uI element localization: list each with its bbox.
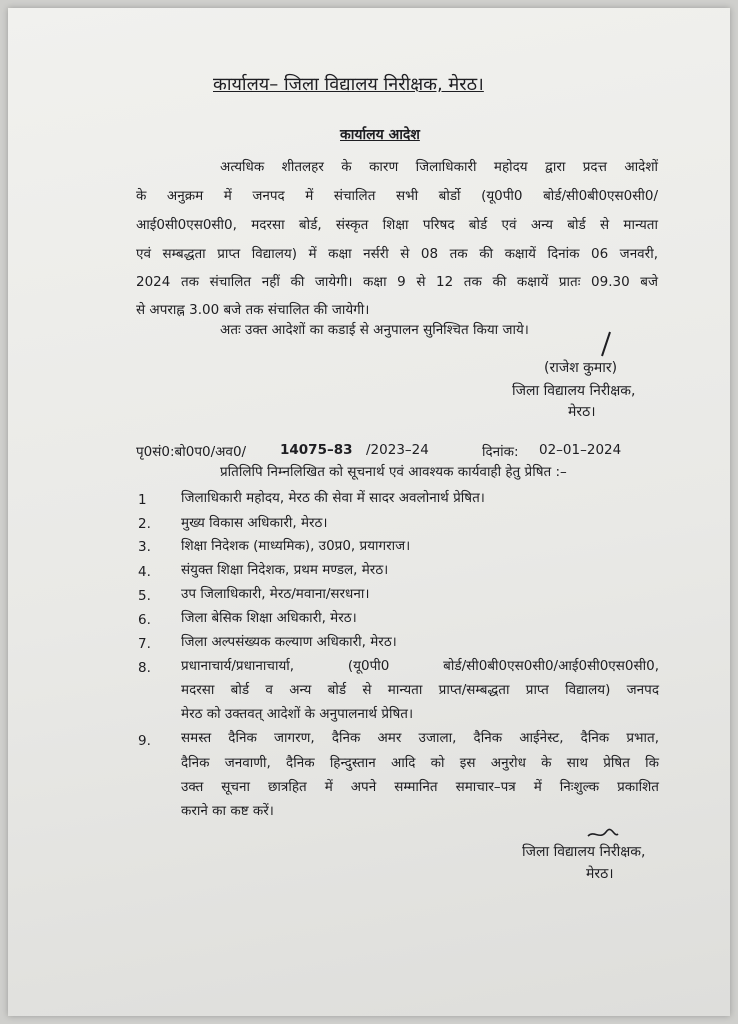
signatory-name: (राजेश कुमार) [544,360,618,376]
recipient-line: जिला बेसिक शिक्षा अधिकारी, मेरठ। [181,610,357,626]
document-page [8,8,730,1016]
ref-year: /2023–24 [366,442,429,458]
recipient-line: उक्त सूचना छात्रहित में अपने सम्मानित समाचार–पत्र में निःशुल्क प्रकाशित [181,779,659,795]
recipient-line: कराने का कष्ट करें। [181,803,274,819]
body-line-3: आई0सी0एस0सी0, मदरसा बोर्ड, संस्कृत शिक्षा परिषद बोर्ड एवं अन्य बोर्ड से मान्यता [136,217,658,233]
recipient-line: मुख्य विकास अधिकारी, मेरठ। [181,515,328,531]
body-line-1: अत्यधिक शीतलहर के कारण जिलाधिकारी महोदय द्वारा प्रदत्त आदेशों [220,159,658,175]
signature-stroke [596,330,616,360]
signatory-designation-2: जिला विद्यालय निरीक्षक, [522,844,646,860]
ref-date-value: 02–01–2024 [539,442,622,458]
recipient-num: 2. [138,516,151,532]
recipient-line: जिला अल्पसंख्यक कल्याण अधिकारी, मेरठ। [181,634,397,650]
body-line-5: 2024 तक संचालित नहीं की जायेगी। कक्षा 9 से 12 तक की कक्षायें प्रातः 09.30 बजे [136,274,658,290]
recipient-num: 7. [138,636,151,652]
recipient-line: समस्त दैनिक जागरण, दैनिक अमर उजाला, दैनिक आईनेस्ट, दैनिक प्रभात, [181,730,659,746]
body-line-6: से अपराह्न 3.00 बजे तक संचालित की जायेगी। [136,302,370,318]
recipient-line: दैनिक जनवाणी, दैनिक हिन्दुस्तान आदि को इस अनुरोध के साथ प्रेषित कि [181,755,659,771]
recipient-num: 3. [138,539,151,555]
signatory-designation: जिला विद्यालय निरीक्षक, [512,383,636,399]
body-line-2: के अनुक्रम में जनपद में संचालित सभी बोर्डो (यू0पी0 बोर्ड/सी0बी0एस0सी0/ [136,188,658,204]
signatory-place-2: मेरठ। [586,866,614,882]
recipient-line: शिक्षा निदेशक (माध्यमिक), उ0प्र0, प्रयागराज। [181,538,411,554]
recipient-num: 1 [138,492,147,508]
recipient-num: 5. [138,588,151,604]
copy-intro: प्रतिलिपि निम्नलिखित को सूचनार्थ एवं आवश्यक कार्यवाही हेतु प्रेषित :– [220,464,567,480]
recipient-line: मदरसा बोर्ड व अन्य बोर्ड से मान्यता प्राप्त/सम्बद्धता प्राप्त विद्यालय) जनपद [181,682,659,698]
closing-line: अतः उक्त आदेशों का कडाई से अनुपालन सुनिश्चित किया जाये। [220,322,529,338]
recipient-line: जिलाधिकारी महोदय, मेरठ की सेवा में सादर अवलोनार्थ प्रेषित। [181,490,485,506]
body-line-4: एवं सम्बद्धता प्राप्त विद्यालय) में कक्षा नर्सरी से 08 तक की कक्षायें दिनांक 06 जनवरी, [136,246,658,262]
recipient-num: 8. [138,660,151,676]
recipient-num: 4. [138,564,151,580]
recipient-num: 9. [138,733,151,749]
office-title: कार्यालय– जिला विद्यालय निरीक्षक, मेरठ। [213,74,484,95]
order-heading: कार्यालय आदेश [340,127,420,143]
recipient-line: संयुक्त शिक्षा निदेशक, प्रथम मण्डल, मेरठ। [181,562,389,578]
signatory-place: मेरठ। [568,404,596,420]
ref-number: 14075–83 [280,442,353,458]
recipient-line: उप जिलाधिकारी, मेरठ/मवाना/सरधना। [181,586,370,602]
recipient-line: प्रधानाचार्य/प्रधानाचार्या, (यू0पी0 बोर्ड/सी0बी0एस0सी0/आई0सी0एस0सी0, [181,658,659,674]
ref-prefix: पृ0सं0:बो0प0/अव0/ [136,444,247,460]
ref-date-label: दिनांक: [482,444,519,460]
recipient-num: 6. [138,612,151,628]
recipient-line: मेरठ को उक्तवत् आदेशों के अनुपालनार्थ प्रेषित। [181,706,414,722]
